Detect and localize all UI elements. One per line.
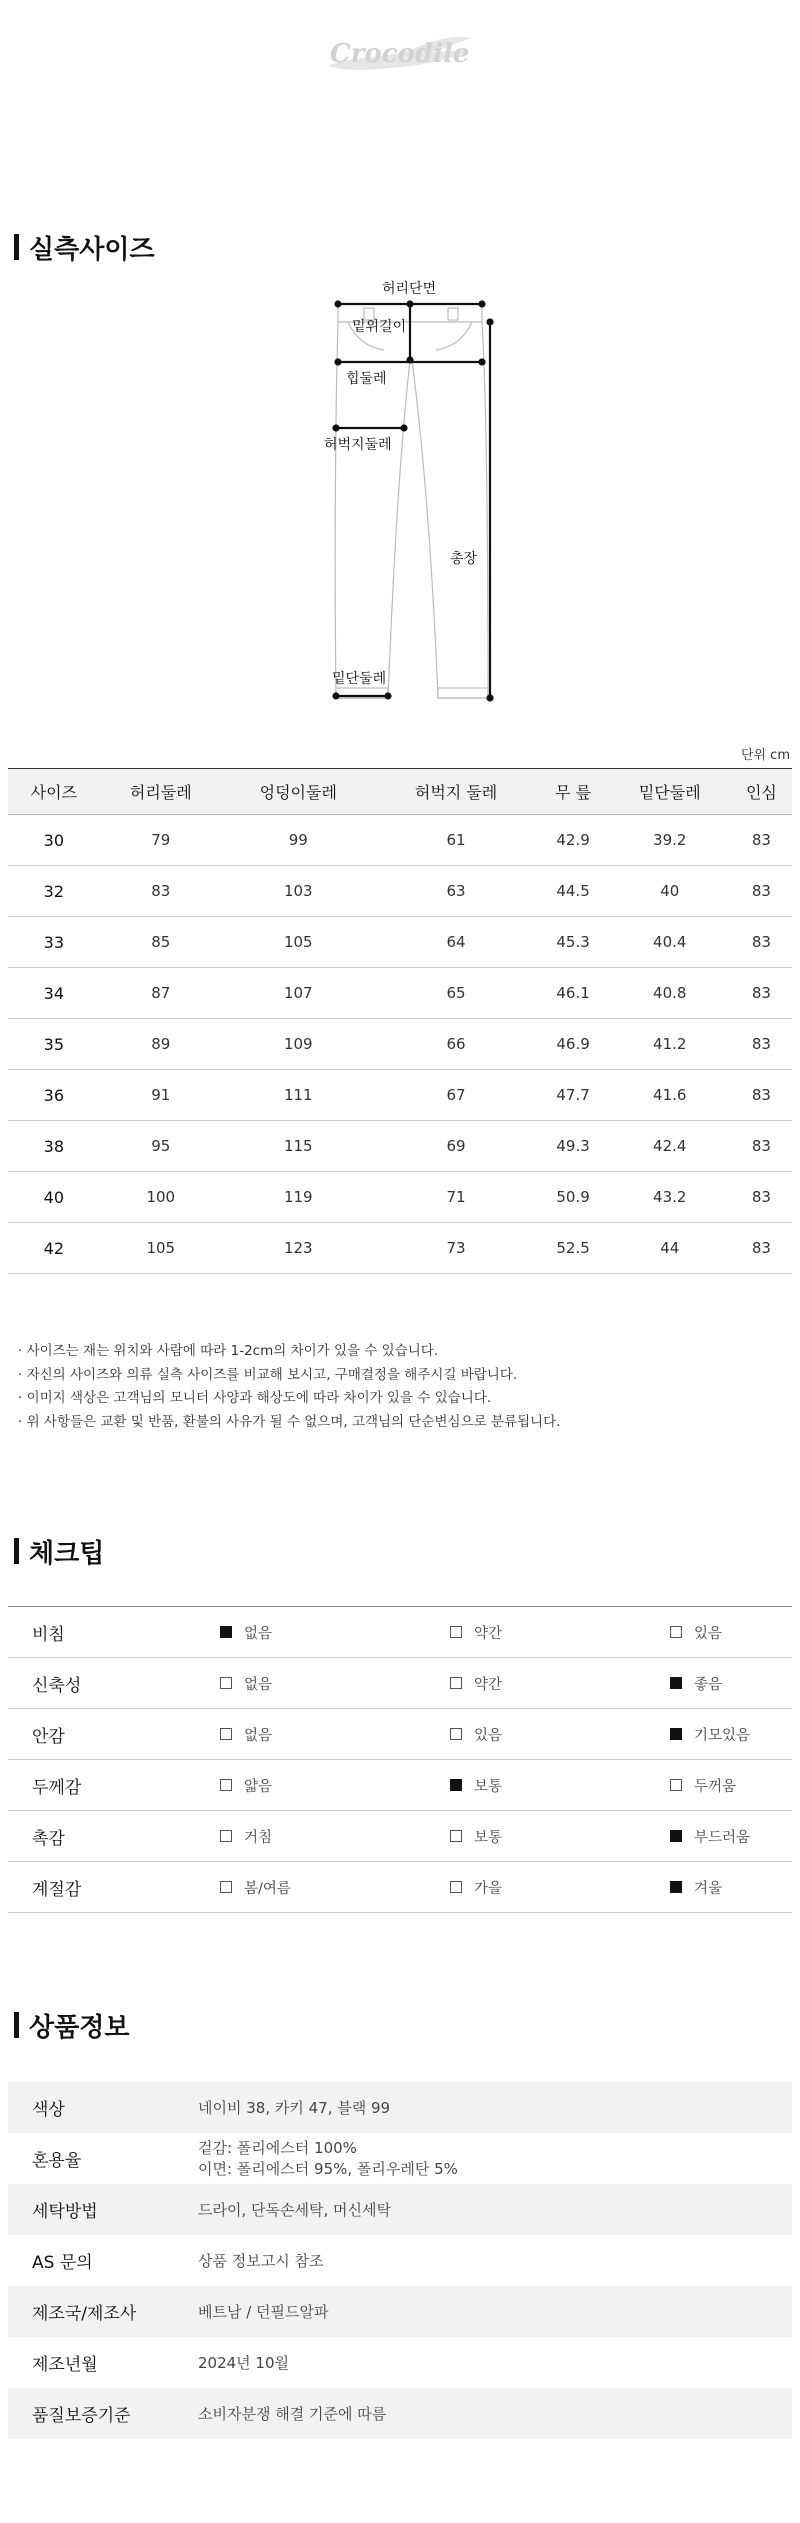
table-cell: 42.4 xyxy=(609,1121,731,1172)
checked-box-icon xyxy=(220,1626,232,1638)
table-cell: 61 xyxy=(375,815,538,866)
check-label: 계절감 xyxy=(8,1862,220,1913)
table-cell: 85 xyxy=(100,917,222,968)
table-cell: 87 xyxy=(100,968,222,1019)
table-row xyxy=(8,815,792,866)
table-cell: 40.4 xyxy=(609,917,731,968)
check-option-label: 약간 xyxy=(474,1676,503,1693)
checked-box-icon xyxy=(670,1677,682,1689)
empty-box-icon xyxy=(450,1881,462,1893)
check-option-label: 있음 xyxy=(694,1625,723,1642)
label-length: 총장 xyxy=(450,551,478,567)
info-row xyxy=(8,2286,792,2337)
table-cell: 83 xyxy=(731,917,792,968)
checked-box-icon xyxy=(670,1728,682,1740)
table-cell: 73 xyxy=(375,1223,538,1274)
info-row xyxy=(8,2388,792,2439)
check-label: 비침 xyxy=(8,1607,220,1658)
header-cell: 사이즈 xyxy=(8,769,100,815)
check-section-title-text: 체크팁 xyxy=(29,1538,105,1569)
info-row xyxy=(8,2337,792,2388)
info-value-line: 겉감: 폴리에스터 100% xyxy=(198,2138,357,2157)
check-section-title xyxy=(14,1536,105,1569)
table-cell: 123 xyxy=(222,1223,375,1274)
check-option xyxy=(220,1760,450,1811)
svg-text:Crocodile: Crocodile xyxy=(330,39,470,69)
table-cell: 83 xyxy=(731,1121,792,1172)
check-label: 두께감 xyxy=(8,1760,220,1811)
check-option xyxy=(670,1862,792,1913)
table-cell: 103 xyxy=(222,866,375,917)
check-option xyxy=(450,1811,670,1862)
check-option-label: 약간 xyxy=(474,1625,503,1642)
header-cell: 허리둘레 xyxy=(100,769,222,815)
checked-box-icon xyxy=(670,1881,682,1893)
empty-box-icon xyxy=(220,1830,232,1842)
check-option xyxy=(220,1658,450,1709)
check-option xyxy=(220,1607,450,1658)
size-table xyxy=(8,768,792,1274)
check-option xyxy=(670,1658,792,1709)
table-row xyxy=(8,968,792,1019)
check-option-label: 거침 xyxy=(244,1829,273,1846)
table-cell: 67 xyxy=(375,1070,538,1121)
check-option xyxy=(450,1760,670,1811)
brand-logo xyxy=(320,16,480,86)
checked-box-icon xyxy=(670,1830,682,1842)
check-row xyxy=(8,1811,792,1862)
table-cell: 83 xyxy=(731,866,792,917)
info-key: 혼용율 xyxy=(32,2151,82,2171)
table-cell: 107 xyxy=(222,968,375,1019)
info-row xyxy=(8,2082,792,2133)
check-option-label: 보통 xyxy=(474,1829,503,1846)
table-cell: 100 xyxy=(100,1172,222,1223)
check-option-label: 보통 xyxy=(474,1778,503,1795)
info-key: 제조년월 xyxy=(32,2355,98,2375)
table-cell: 44.5 xyxy=(537,866,608,917)
table-cell: 115 xyxy=(222,1121,375,1172)
empty-box-icon xyxy=(450,1677,462,1689)
table-cell: 83 xyxy=(731,1172,792,1223)
table-cell: 40 xyxy=(609,866,731,917)
check-option-label: 가을 xyxy=(474,1880,503,1897)
empty-box-icon xyxy=(220,1677,232,1689)
info-key: 품질보증기준 xyxy=(32,2406,131,2426)
table-cell: 66 xyxy=(375,1019,538,1070)
size-section-title xyxy=(14,232,155,265)
title-bar xyxy=(14,1538,19,1564)
table-cell: 46.9 xyxy=(537,1019,608,1070)
table-row xyxy=(8,1019,792,1070)
table-cell: 83 xyxy=(731,1019,792,1070)
table-cell: 32 xyxy=(8,866,100,917)
info-value: 소비자분쟁 해결 기준에 따름 xyxy=(198,2405,387,2423)
check-label: 신축성 xyxy=(8,1658,220,1709)
checked-box-icon xyxy=(450,1779,462,1791)
table-cell: 43.2 xyxy=(609,1172,731,1223)
table-cell: 83 xyxy=(100,866,222,917)
check-option xyxy=(670,1811,792,1862)
check-row xyxy=(8,1862,792,1913)
check-option-label: 없음 xyxy=(244,1676,273,1693)
size-section-title-text: 실측사이즈 xyxy=(29,234,155,265)
table-cell: 83 xyxy=(731,1070,792,1121)
check-row xyxy=(8,1607,792,1658)
check-option xyxy=(670,1760,792,1811)
check-option xyxy=(450,1862,670,1913)
check-option xyxy=(670,1607,792,1658)
table-cell: 63 xyxy=(375,866,538,917)
table-row xyxy=(8,1070,792,1121)
table-cell: 89 xyxy=(100,1019,222,1070)
check-option xyxy=(450,1709,670,1760)
table-cell: 44 xyxy=(609,1223,731,1274)
table-row xyxy=(8,1172,792,1223)
table-row xyxy=(8,1223,792,1274)
table-cell: 71 xyxy=(375,1172,538,1223)
check-option-label: 겨울 xyxy=(694,1880,723,1897)
note-line: · 사이즈는 재는 위치와 사람에 따라 1-2cm의 차이가 있을 수 있습니다. xyxy=(18,1343,439,1359)
info-value xyxy=(198,2133,792,2184)
info-section-title-text: 상품정보 xyxy=(29,2012,130,2043)
table-cell: 41.2 xyxy=(609,1019,731,1070)
empty-box-icon xyxy=(450,1626,462,1638)
title-bar xyxy=(14,234,19,260)
check-option-label: 부드러움 xyxy=(694,1829,751,1846)
header-cell: 허벅지 둘레 xyxy=(375,769,538,815)
check-option-label: 있음 xyxy=(474,1727,503,1744)
title-bar xyxy=(14,2012,19,2038)
table-cell: 91 xyxy=(100,1070,222,1121)
label-hem: 밑단둘레 xyxy=(332,671,387,687)
unit-label: 단위 cm xyxy=(740,748,790,763)
table-cell: 83 xyxy=(731,968,792,1019)
table-cell: 119 xyxy=(222,1172,375,1223)
empty-box-icon xyxy=(450,1830,462,1842)
product-info-table xyxy=(8,2082,792,2439)
table-cell: 65 xyxy=(375,968,538,1019)
table-cell: 111 xyxy=(222,1070,375,1121)
table-row xyxy=(8,1121,792,1172)
check-option xyxy=(450,1607,670,1658)
check-option-label: 좋음 xyxy=(694,1676,723,1693)
note-line: · 이미지 색상은 고객님의 모니터 사양과 해상도에 따라 차이가 있을 수 있습니다. xyxy=(18,1390,492,1406)
check-option xyxy=(220,1811,450,1862)
info-key: 색상 xyxy=(32,2100,65,2120)
pants-illustration xyxy=(300,270,510,710)
table-cell: 30 xyxy=(8,815,100,866)
check-option xyxy=(220,1709,450,1760)
header-cell: 엉덩이둘레 xyxy=(222,769,375,815)
empty-box-icon xyxy=(670,1626,682,1638)
empty-box-icon xyxy=(220,1881,232,1893)
info-row xyxy=(8,2184,792,2235)
table-cell: 40 xyxy=(8,1172,100,1223)
label-waist: 허리단면 xyxy=(382,281,437,297)
check-label: 촉감 xyxy=(8,1811,220,1862)
table-cell: 83 xyxy=(731,815,792,866)
header-cell: 무 릎 xyxy=(537,769,608,815)
size-notes xyxy=(18,1340,560,1434)
info-value-line: 이면: 폴리에스터 95%, 폴리우레탄 5% xyxy=(198,2159,458,2178)
table-cell: 39.2 xyxy=(609,815,731,866)
table-cell: 109 xyxy=(222,1019,375,1070)
check-option-label: 봄/여름 xyxy=(244,1880,291,1897)
table-cell: 35 xyxy=(8,1019,100,1070)
table-cell: 95 xyxy=(100,1121,222,1172)
info-value: 드라이, 단독손세탁, 머신세탁 xyxy=(198,2201,391,2219)
check-tip-table xyxy=(8,1606,792,1913)
info-row xyxy=(8,2235,792,2286)
check-option-label: 두꺼움 xyxy=(694,1778,737,1795)
check-row xyxy=(8,1760,792,1811)
info-value: 2024년 10월 xyxy=(198,2354,290,2372)
table-cell: 105 xyxy=(100,1223,222,1274)
table-cell: 105 xyxy=(222,917,375,968)
table-cell: 40.8 xyxy=(609,968,731,1019)
empty-box-icon xyxy=(220,1728,232,1740)
table-row xyxy=(8,917,792,968)
info-value: 베트남 / 던필드알파 xyxy=(198,2303,329,2321)
note-line: · 위 사항들은 교환 및 반품, 환불의 사유가 될 수 없으며, 고객님의 단순변심으로 분류됩니다. xyxy=(18,1413,561,1430)
table-cell: 42 xyxy=(8,1223,100,1274)
table-cell: 38 xyxy=(8,1121,100,1172)
check-option xyxy=(220,1862,450,1913)
table-row xyxy=(8,866,792,917)
info-key: 세탁방법 xyxy=(32,2202,98,2222)
empty-box-icon xyxy=(220,1779,232,1791)
table-cell: 50.9 xyxy=(537,1172,608,1223)
pants-diagram xyxy=(300,270,510,710)
table-cell: 47.7 xyxy=(537,1070,608,1121)
table-cell: 99 xyxy=(222,815,375,866)
table-cell: 83 xyxy=(731,1223,792,1274)
table-cell: 49.3 xyxy=(537,1121,608,1172)
table-cell: 46.1 xyxy=(537,968,608,1019)
empty-box-icon xyxy=(450,1728,462,1740)
table-cell: 34 xyxy=(8,968,100,1019)
table-cell: 52.5 xyxy=(537,1223,608,1274)
table-cell: 41.6 xyxy=(609,1070,731,1121)
info-key: 제조국/제조사 xyxy=(32,2304,137,2324)
empty-box-icon xyxy=(670,1779,682,1791)
check-row xyxy=(8,1658,792,1709)
table-cell: 45.3 xyxy=(537,917,608,968)
check-option-label: 없음 xyxy=(244,1727,273,1744)
label-rise: 밑위길이 xyxy=(352,319,407,335)
check-label: 안감 xyxy=(8,1709,220,1760)
table-cell: 36 xyxy=(8,1070,100,1121)
info-value: 상품 정보고시 참조 xyxy=(198,2252,324,2270)
info-key: AS 문의 xyxy=(32,2253,93,2273)
check-option xyxy=(670,1709,792,1760)
table-cell: 42.9 xyxy=(537,815,608,866)
check-option xyxy=(450,1658,670,1709)
header-cell: 밑단둘레 xyxy=(609,769,731,815)
header-cell: 인심 xyxy=(731,769,792,815)
note-line: · 자신의 사이즈와 의류 실측 사이즈를 비교해 보시고, 구매결정을 해주시길 바랍니다. xyxy=(18,1366,518,1383)
table-cell: 69 xyxy=(375,1121,538,1172)
table-cell: 33 xyxy=(8,917,100,968)
label-thigh: 허벅지둘레 xyxy=(324,437,392,453)
info-section-title xyxy=(14,2010,130,2043)
size-table-header xyxy=(8,769,792,815)
label-hip: 힙둘레 xyxy=(346,371,387,387)
check-option-label: 얇음 xyxy=(244,1778,273,1795)
table-cell: 79 xyxy=(100,815,222,866)
check-option-label: 기모있음 xyxy=(694,1727,751,1744)
info-value: 네이비 38, 카키 47, 블랙 99 xyxy=(198,2099,391,2117)
info-row xyxy=(8,2133,792,2184)
check-row xyxy=(8,1709,792,1760)
check-option-label: 없음 xyxy=(244,1625,273,1642)
table-cell: 64 xyxy=(375,917,538,968)
